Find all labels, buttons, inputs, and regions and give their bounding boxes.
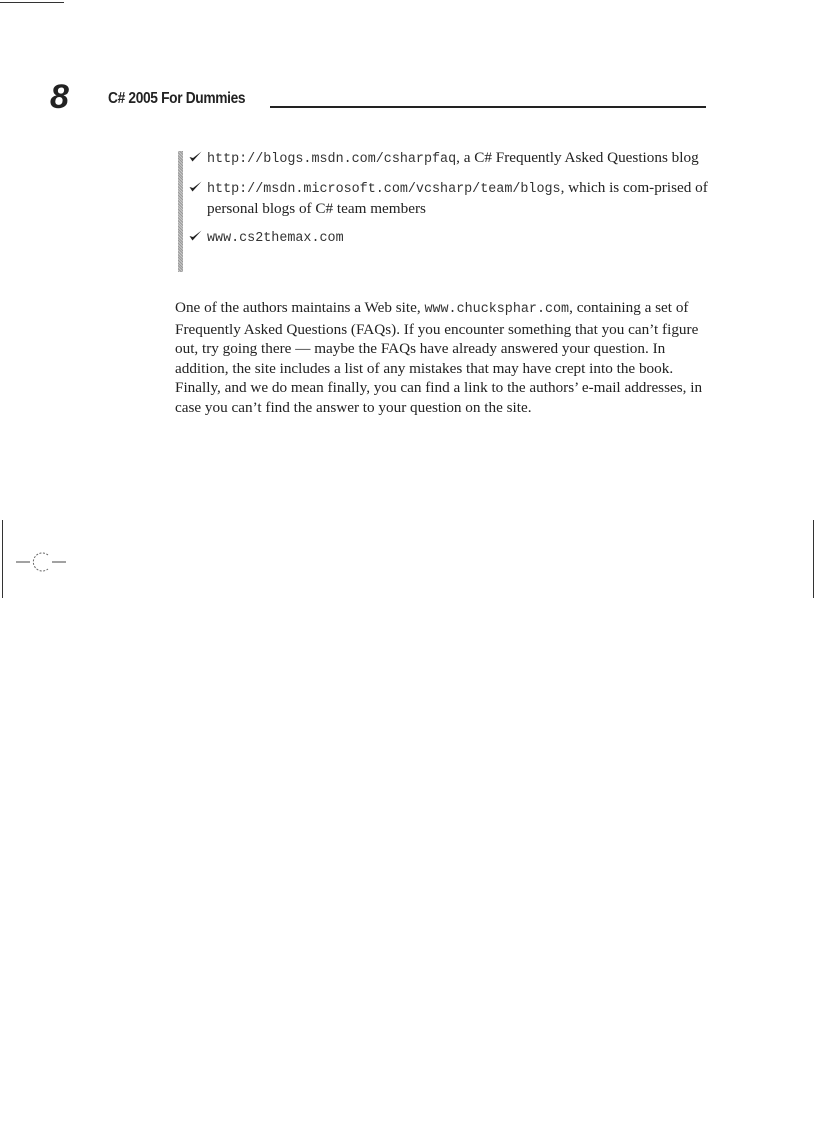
running-head: C# 2005 For Dummies [108,90,246,107]
list-item [189,227,713,248]
check-bullet-icon [189,181,202,192]
page-number: 8 [50,78,69,116]
trim-line-left [2,520,3,598]
paragraph-text-1: One of the authors maintains a Web site, [175,299,425,316]
check-bullet-icon [189,230,202,241]
website-url[interactable]: www.chucksphar.com [424,302,570,317]
list-margin-bar [178,151,183,272]
list-item-text: , a C# Frequently Asked Questions blog [456,149,699,166]
blog-url[interactable]: http://blogs.msdn.com/csharpfaq [207,152,457,167]
team-blogs-url[interactable]: http://msdn.microsoft.com/vcsharp/team/blogs [207,182,561,197]
resource-list [189,148,713,257]
crop-mark-top [0,2,64,3]
check-bullet-icon [189,151,202,162]
paragraph-text-2: , containing a set of Frequently Asked Questions (FAQs). If you encounter something that you can’t figure out, try going there — maybe the FAQs have already answered your question. In addition, the site includes a list of any mistakes that may have crept into the book. Finally, and we do mean finally, you can find a link to the authors’ e-mail addresses, in case you can’t find the answer to your question on the site. [175,299,703,416]
trim-line-right [813,520,814,598]
list-item [189,148,713,169]
list-item [189,178,713,218]
list-item-text: , which is com-prised of personal blogs of C# team members [207,179,708,217]
registration-mark-icon [10,548,70,576]
header-rule [270,106,706,108]
cs2themax-url[interactable]: www.cs2themax.com [207,231,344,246]
body-paragraph [175,298,715,417]
